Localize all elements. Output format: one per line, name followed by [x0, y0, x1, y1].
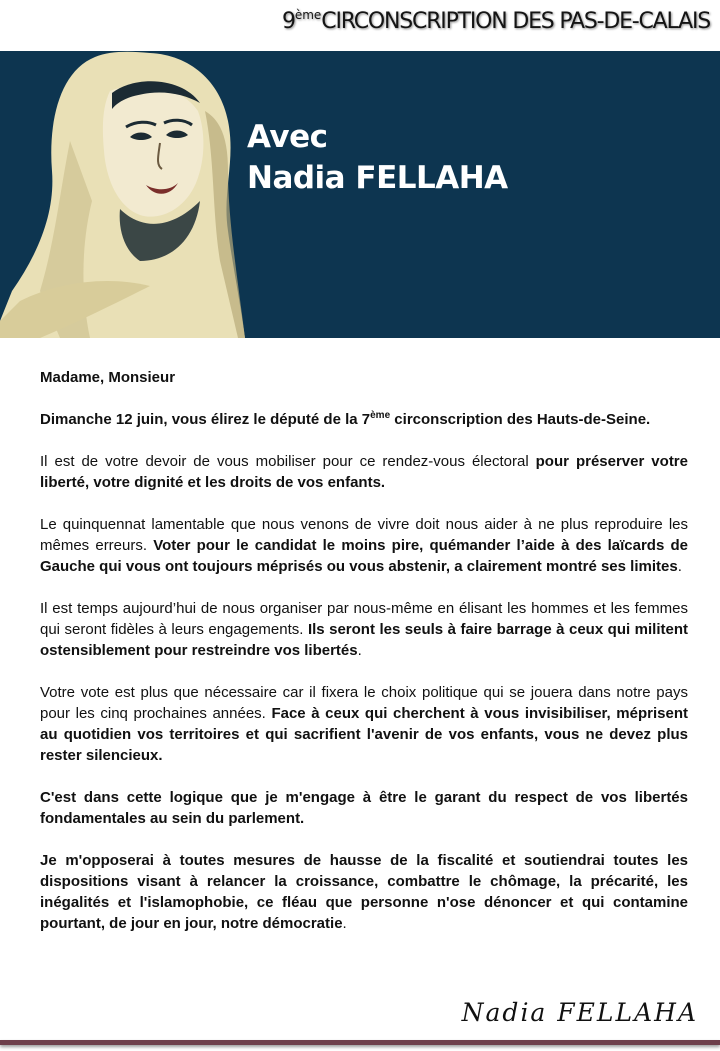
title-text: CIRCONSCRIPTION DES PAS-DE-CALAIS — [321, 9, 710, 34]
letter-body — [40, 367, 688, 955]
banner-line-avec: Avec — [247, 119, 328, 155]
salutation-text: Madame, Monsieur — [40, 369, 176, 386]
title-ordinal: ème — [294, 8, 322, 22]
paragraph-vote — [40, 682, 688, 766]
signature: Nadia FELLAHA — [461, 998, 698, 1027]
paragraph-quinquennat — [40, 514, 688, 577]
p7-end: . — [342, 915, 347, 932]
p1-text-end: circonscription des Hauts-de-Seine. — [390, 411, 651, 428]
p5-bold: Face à ceux qui cherchent à vous invisibiliser, méprisent au quotidien vos territoires et qui sacrifient l'avenir de vos enfants, vous ne devez plus rester silencieux. — [40, 705, 688, 764]
p1-text: Dimanche 12 juin, vous élirez le député de la 7 — [40, 411, 371, 428]
paragraph-election-date — [40, 409, 688, 430]
header-banner — [0, 51, 720, 338]
p2-bold: pour préserver votre liberté, votre dignité et les droits de vos enfants. — [40, 453, 688, 491]
paragraph-engagement — [40, 787, 688, 829]
p1-superscript: ème — [370, 410, 391, 421]
p5-text: Votre vote est plus que nécessaire car il fixera le choix politique qui se jouera dans notre pays pour les cinq prochaines années. — [40, 684, 688, 722]
paragraph-fiscalite — [40, 850, 688, 934]
candidate-name: Nadia FELLAHA — [247, 160, 508, 196]
p3-end: . — [677, 558, 682, 575]
title-number: 9 — [282, 9, 295, 34]
p2-text: Il est de votre devoir de vous mobiliser pour ce rendez-vous électoral — [40, 453, 536, 470]
p6-bold: C'est dans cette logique que je m'engage à être le garant du respect de vos libertés fondamentales au sein du parlement. — [40, 789, 688, 827]
banner-heading — [247, 117, 508, 199]
bottom-divider — [0, 1040, 720, 1045]
paragraph-organisation — [40, 598, 688, 661]
p4-text: Il est temps aujourd’hui de nous organiser par nous-même en élisant les hommes et les femmes qui seront fidèles à leurs engagements. — [40, 600, 688, 638]
salutation — [40, 367, 688, 388]
paragraph-mobilisation — [40, 451, 688, 493]
p4-end: . — [357, 642, 362, 659]
p3-text: Le quinquennat lamentable que nous venons de vivre doit nous aider à ne plus reproduire les mêmes erreurs. — [40, 516, 688, 554]
p7-bold: Je m'opposerai à toutes mesures de hausse de la fiscalité et soutiendrai toutes les dispositions visant à relancer la croissance, combattre le chômage, la précarité, les inégalités et l'islamophobie, ce fléau que personne n'ose dénoncer et qui contamine pourtant, de jour en jour, notre démocratie — [40, 852, 688, 932]
p4-bold: Ils seront les seuls à faire barrage à ceux qui militent ostensiblement pour restreindre vos libertés — [40, 621, 688, 659]
p1-bold — [40, 411, 650, 428]
p3-bold: Voter pour le candidat le moins pire, quémander l’aide à des laïcards de Gauche qui vous ont toujours méprisés ou vous abstenir, a clairement montré ses limites — [40, 537, 688, 575]
candidate-portrait — [0, 51, 245, 338]
page-title — [282, 8, 710, 34]
